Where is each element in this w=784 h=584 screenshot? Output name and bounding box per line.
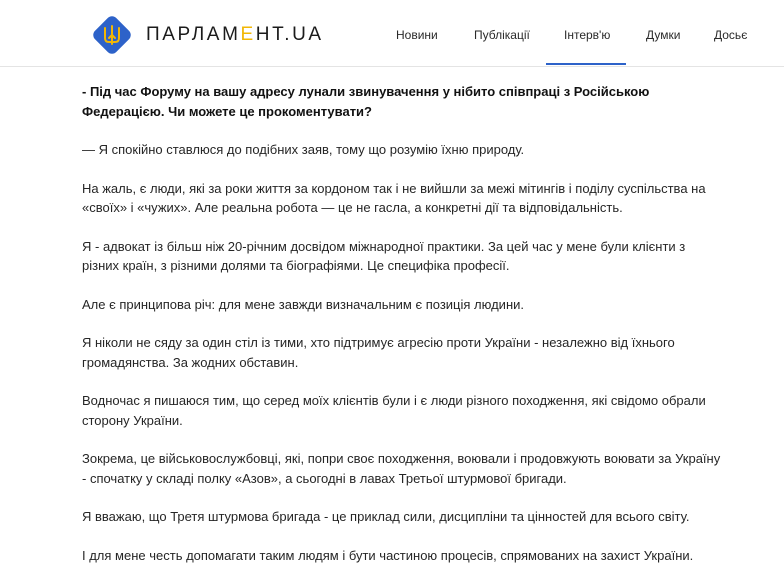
answer-paragraph: На жаль, є люди, які за роки життя за кордоном так і не вийшли за межі мітингів і поділу суспільства на «своїх» і «чужих». Але реальна робота — це не гасла, а конкретні дії та відповідальність. (82, 180, 706, 215)
site-header (0, 0, 784, 67)
nav-item-publications[interactable]: Публікації (474, 28, 530, 42)
trident-logo-icon (92, 15, 132, 55)
answer-paragraph: І для мене честь допомагати таким людям і бути частиною процесів, спрямованих на захист України. (82, 547, 694, 563)
answer-intro: — Я спокійно ставлюся до подібних заяв, тому що розумію їхню природу. (82, 142, 525, 157)
nav-item-news[interactable]: Новини (396, 28, 438, 42)
nav-item-opinions[interactable]: Думки (646, 28, 681, 42)
answer-paragraph: Я - адвокат із більш ніж 20-річним досвідом міжнародної практики. За цей час у мене були клієнти з різних країн, з різними долями та біографіями. Це специфіка професії. (82, 238, 686, 273)
answer-paragraph: Я ніколи не сяду за один стіл із тими, хто підтримує агресію проти України - незалежно від їхнього громадянства. За жодних обставин. (82, 335, 675, 370)
answer-paragraph: Зокрема, це військовослужбовці, які, попри своє походження, воювали і продовжують воювати за Україну - спочатку у складі полку «Азов», а сьогодні в лавах Третьої штурмової бригади. (82, 451, 721, 486)
article-body (82, 82, 722, 584)
nav-item-dossier[interactable]: Досьє (714, 28, 748, 42)
site-logo-text: ПАРЛАМЕНТ.UA (146, 24, 324, 45)
interview-question: - Під час Форуму на вашу адресу лунали звинувачення у нібито співпраці з Російською Федерацією. Чи можете це прокоментувати? (82, 84, 650, 119)
nav-item-interviews[interactable]: Інтерв'ю (564, 28, 611, 42)
nav-active-indicator (546, 63, 626, 65)
site-logo[interactable] (92, 15, 324, 55)
answer-paragraph: Але є принципова річ: для мене завжди визначальним є позиція людини. (82, 296, 524, 312)
answer-paragraph: Я вважаю, що Третя штурмова бригада - це приклад сили, дисципліни та цінностей для всього світу. (82, 509, 690, 524)
answer-paragraph: Водночас я пишаюся тим, що серед моїх клієнтів були і є люди різного походження, які свідомо обрали сторону України. (82, 393, 706, 428)
